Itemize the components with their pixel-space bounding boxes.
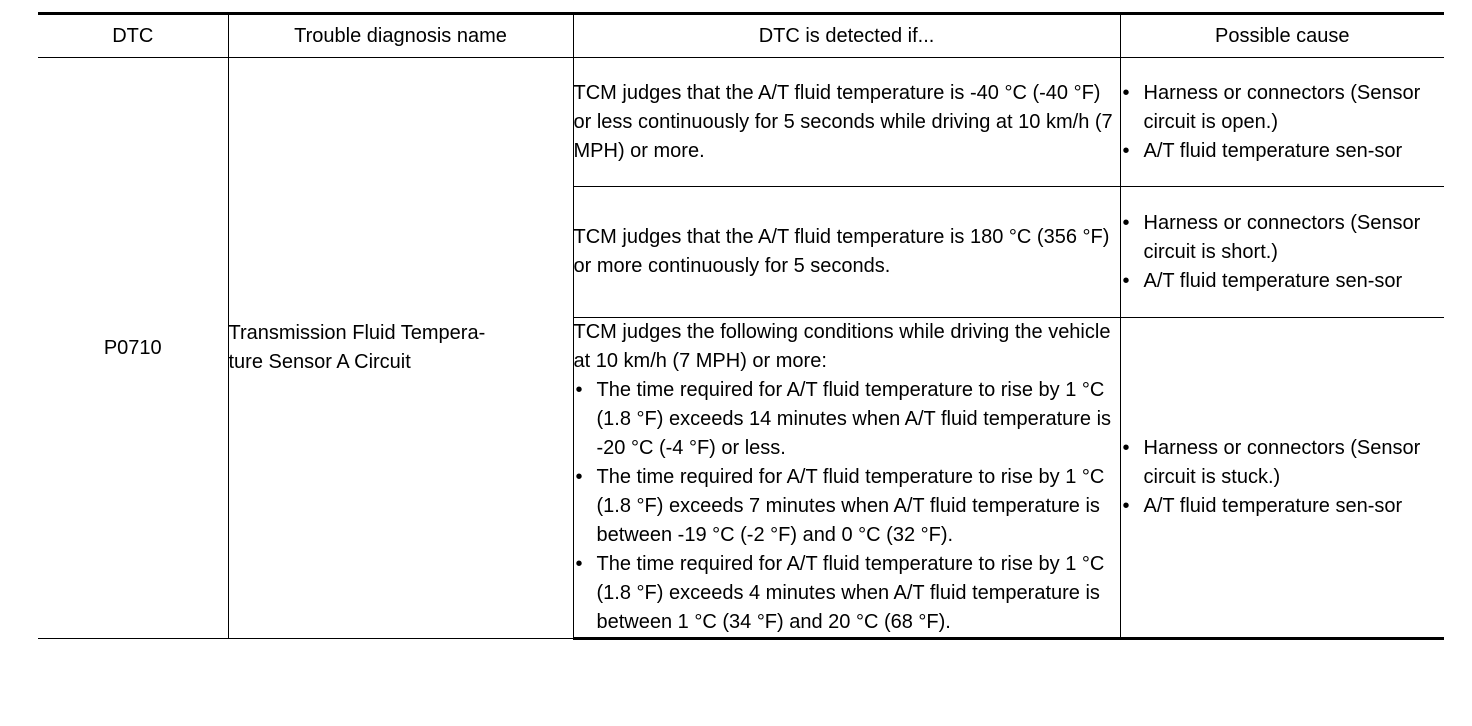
diagnosis-name-line: ture Sensor A Circuit — [228, 351, 411, 373]
condition-intro: TCM judges the following conditions while driving the vehicle at 10 km/h (7 MPH) or more: — [573, 321, 1111, 372]
cause-item: • A/T fluid temperature sen-sor — [1121, 137, 1445, 166]
cause-list — [1121, 79, 1445, 166]
condition-item: • The time required for A/T fluid temperature to rise by 1 °C (1.8 °F) exceeds 7 minutes when A/T fluid temperature is between -19 °C (-2 °F) and 0 °C (32 °F). — [574, 463, 1120, 550]
header-dtc: DTC — [38, 14, 228, 58]
detection-condition: TCM judges that the A/T fluid temperature is -40 °C (-40 °F) or less continuously for 5 seconds while driving at 10 km/h (7 MPH) or more. — [573, 58, 1120, 187]
cause-list — [1121, 209, 1445, 296]
dtc-table — [38, 12, 1444, 640]
possible-cause — [1120, 58, 1444, 187]
possible-cause — [1120, 187, 1444, 318]
cause-list — [1121, 434, 1445, 521]
condition-list — [574, 376, 1120, 637]
cause-item: • Harness or connectors (Sensor circuit is short.) — [1121, 209, 1445, 267]
detection-condition: TCM judges that the A/T fluid temperature is 180 °C (356 °F) or more continuously for 5 seconds. — [573, 187, 1120, 318]
cause-item: • Harness or connectors (Sensor circuit is stuck.) — [1121, 434, 1445, 492]
table-row — [38, 58, 1444, 187]
dtc-code: P0710 — [38, 58, 228, 639]
header-detection-condition: DTC is detected if... — [573, 14, 1120, 58]
table-header-row — [38, 14, 1444, 58]
cause-item: • A/T fluid temperature sen-sor — [1121, 267, 1445, 296]
header-possible-cause: Possible cause — [1120, 14, 1444, 58]
trouble-diagnosis-name — [228, 58, 573, 639]
diagnosis-name-line: Transmission Fluid Tempera- — [228, 322, 486, 344]
condition-item: • The time required for A/T fluid temperature to rise by 1 °C (1.8 °F) exceeds 4 minutes when A/T fluid temperature is between 1 °C (34 °F) and 20 °C (68 °F). — [574, 550, 1120, 637]
condition-item: • The time required for A/T fluid temperature to rise by 1 °C (1.8 °F) exceeds 14 minutes when A/T fluid temperature is -20 °C (-4 °F) or less. — [574, 376, 1120, 463]
cause-item: • Harness or connectors (Sensor circuit is open.) — [1121, 79, 1445, 137]
header-trouble-diagnosis-name: Trouble diagnosis name — [228, 14, 573, 58]
detection-condition — [573, 318, 1120, 639]
possible-cause — [1120, 318, 1444, 639]
cause-item: • A/T fluid temperature sen-sor — [1121, 492, 1445, 521]
